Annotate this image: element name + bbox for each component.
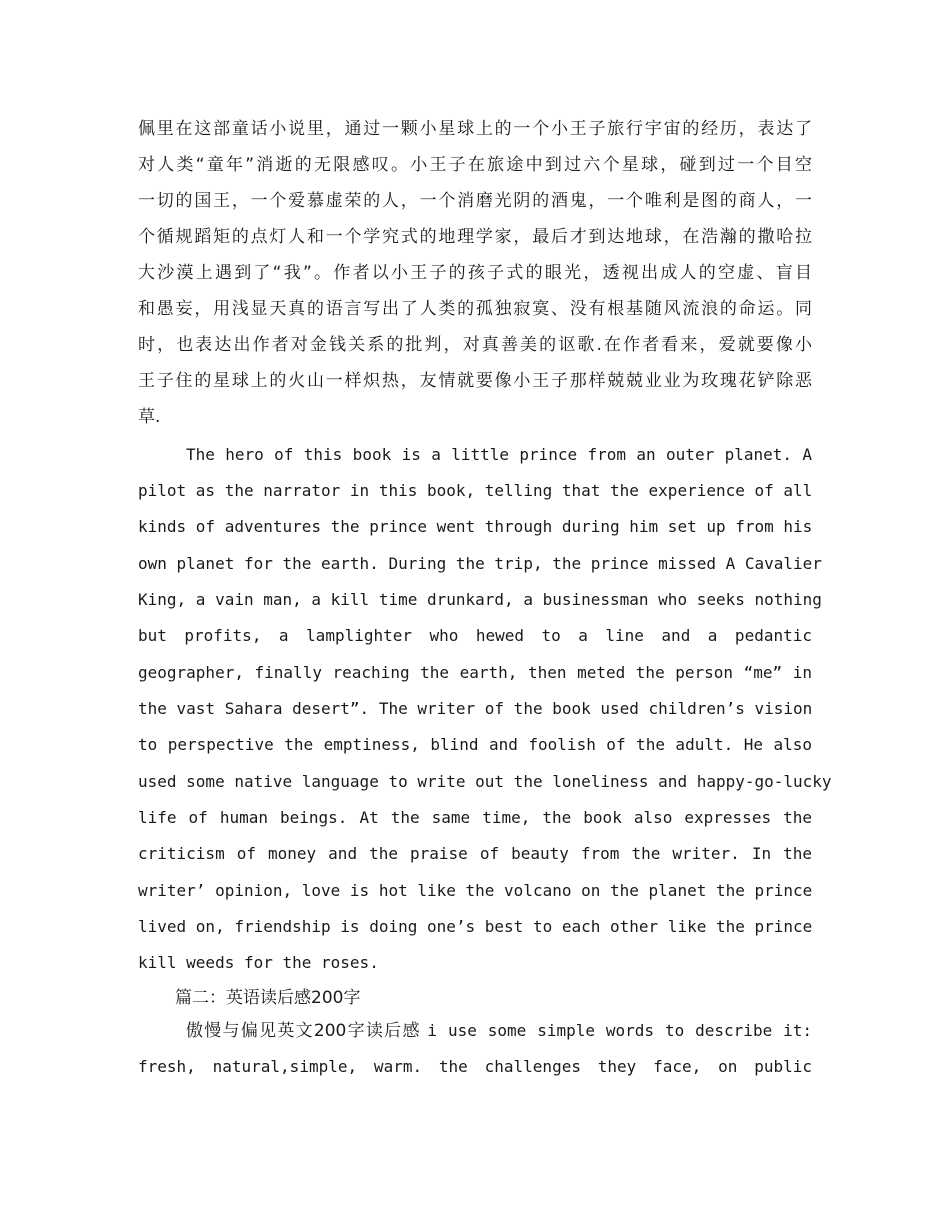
english-line-3: kinds of adventures the prince went through during him set up from his bbox=[138, 517, 813, 536]
section-heading: 篇二：英语读后感200字 bbox=[175, 988, 361, 1008]
english-line-14: lived on, friendship is doing one’s best to each other like the prince bbox=[138, 917, 813, 936]
chinese-line-8: 王子住的星球上的火山一样炽热，友情就要像小王子那样兢兢业业为玫瑰花铲除恶 bbox=[138, 371, 812, 391]
chinese-line-4: 个循规蹈矩的点灯人和一个学究式的地理学家，最后才到达地球，在浩瀚的撒哈拉 bbox=[138, 227, 812, 247]
second-section-line-1-cn: 傲慢与偏见英文200字读后感 bbox=[186, 1021, 421, 1041]
chinese-line-1: 佩里在这部童话小说里，通过一颗小星球上的一个小王子旅行宇宙的经历，表达了 bbox=[138, 119, 812, 139]
english-line-4: own planet for the earth. During the trip, the prince missed A Cavalier bbox=[138, 554, 822, 573]
chinese-line-2: 对人类“童年”消逝的无限感叹。小王子在旅途中到过六个星球，碰到过一个目空 bbox=[138, 155, 812, 175]
english-line-9: to perspective the emptiness, blind and foolish of the adult. He also bbox=[138, 735, 812, 754]
english-line-1: The hero of this book is a little prince from an outer planet. A bbox=[186, 445, 812, 464]
english-line-11: life of human beings. At the same time, the book also expresses the bbox=[138, 808, 812, 827]
english-line-12: criticism of money and the praise of beauty from the writer. In the bbox=[138, 844, 812, 863]
second-section-line-1 bbox=[186, 1013, 812, 1049]
english-line-8: the vast Sahara desert”. The writer of the book used children’s vision bbox=[138, 699, 813, 718]
english-line-5: King, a vain man, a kill time drunkard, a businessman who seeks nothing bbox=[138, 590, 822, 609]
english-line-10: used some native language to write out the loneliness and happy-go-lucky bbox=[138, 772, 832, 791]
chinese-line-5: 大沙漠上遇到了“我”。作者以小王子的孩子式的眼光，透视出成人的空虚、盲目 bbox=[138, 263, 812, 283]
chinese-line-7: 时，也表达出作者对金钱关系的批判，对真善美的讴歌.在作者看来，爱就要像小 bbox=[138, 335, 812, 355]
english-line-15: kill weeds for the roses. bbox=[138, 953, 379, 972]
second-section-line-2: fresh, natural,simple, warm. the challenges they face, on public bbox=[138, 1057, 812, 1076]
english-line-6: but profits, a lamplighter who hewed to a line and a pedantic bbox=[138, 626, 812, 645]
english-line-2: pilot as the narrator in this book, telling that the experience of all bbox=[138, 481, 813, 500]
english-line-7: geographer, finally reaching the earth, then meted the person “me” in bbox=[138, 663, 812, 682]
chinese-line-6: 和愚妄，用浅显天真的语言写出了人类的孤独寂寞、没有根基随风流浪的命运。同 bbox=[138, 299, 812, 319]
chinese-line-3: 一切的国王，一个爱慕虚荣的人，一个消磨光阴的酒鬼，一个唯利是图的商人，一 bbox=[138, 191, 812, 211]
chinese-line-9: 草. bbox=[138, 407, 161, 427]
second-section-line-1-en: i use some simple words to describe it: bbox=[427, 1021, 813, 1040]
english-line-13: writer’ opinion, love is hot like the volcano on the planet the prince bbox=[138, 881, 813, 900]
